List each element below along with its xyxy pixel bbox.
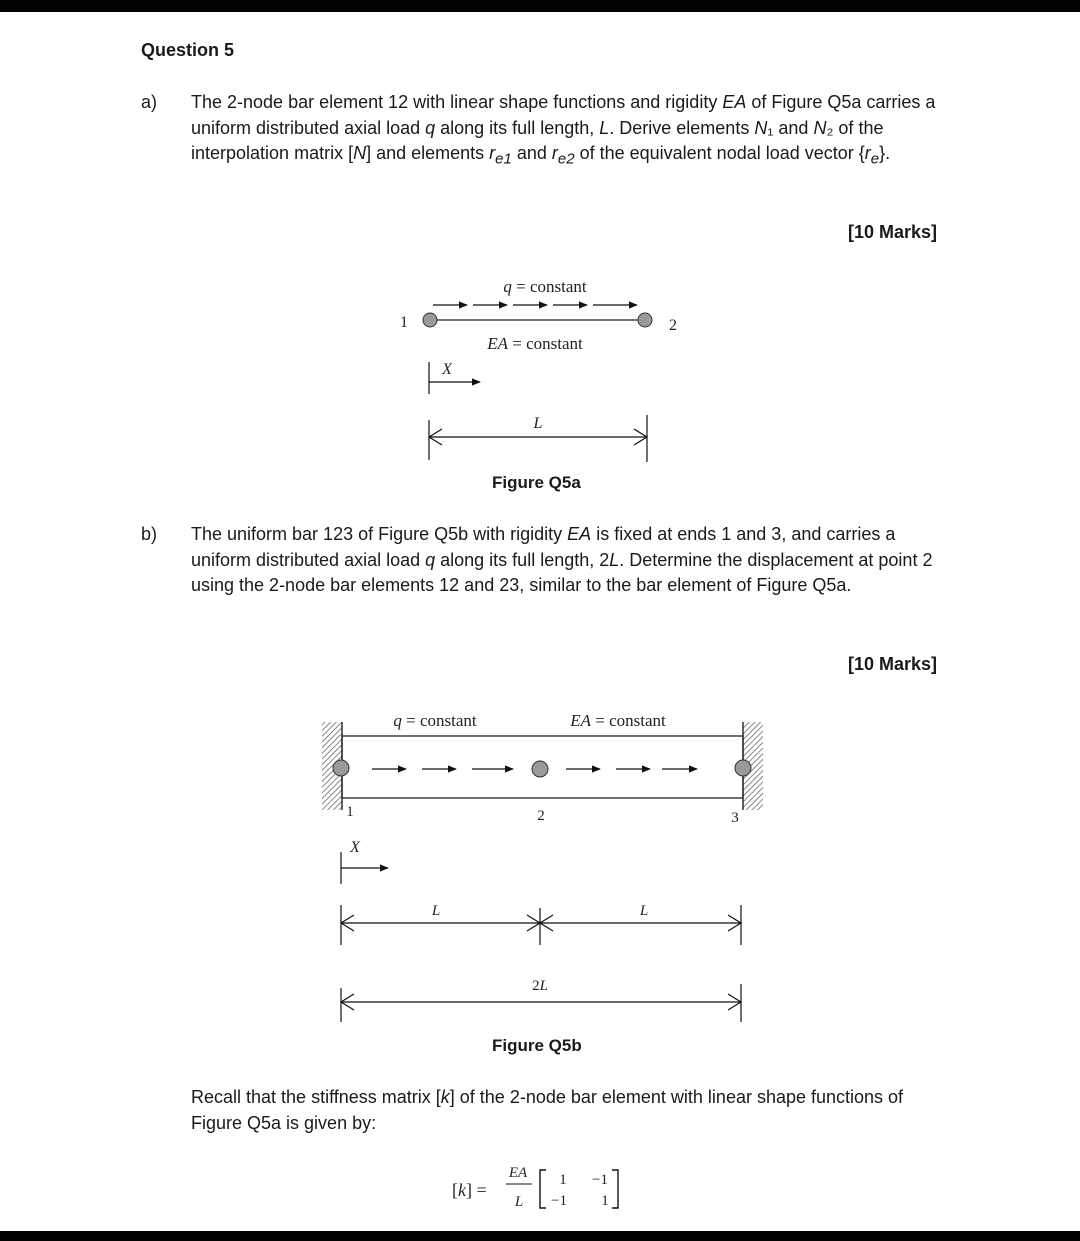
- recall-text: Recall that the stiffness matrix [k] of the 2-node bar element with linear shape functions of Figure Q5a is given by:: [191, 1087, 904, 1133]
- matrix-cell-22: 1: [601, 1193, 609, 1209]
- fig-b-length-total-label: 2L: [532, 978, 548, 994]
- matrix-cell-21: −1: [551, 1193, 567, 1209]
- top-frame-bar: [0, 0, 1080, 12]
- fig-b-length-left-label: L: [431, 903, 441, 919]
- figure-q5b-caption: Figure Q5b: [492, 1036, 582, 1055]
- part-a-text: The 2-node bar element 12 with linear shape functions and rigidity EA of Figure Q5a carries a uniform distributed axial load q along its full length, L. Derive elements N₁ and N₂ of the interpolation matrix [N] and elements $r_{e1}$ and $r_{e2}$ of the equivalent nodal load vector $\{r_e\}$.: [191, 92, 936, 168]
- matrix-cell-11: 1: [559, 1172, 567, 1188]
- fig-a-load-label: q = constant: [503, 277, 587, 296]
- fig-b-node-2-label: 2: [537, 808, 545, 824]
- stiffness-matrix-equation: [440, 1156, 670, 1220]
- fig-b-load-label: q = constant: [393, 711, 477, 730]
- fig-b-node-2: [532, 761, 548, 777]
- bottom-frame-bar: [0, 1231, 1080, 1241]
- part-b-label: b): [141, 524, 158, 544]
- fig-a-length-label: L: [533, 415, 543, 432]
- matrix-bracket-right: [612, 1170, 618, 1208]
- fig-b-node-3-label: 3: [731, 810, 739, 826]
- part-a-label: a): [141, 92, 158, 112]
- part-a-marks: [10 Marks]: [847, 222, 937, 242]
- fig-a-node-1-label: 1: [400, 314, 408, 331]
- fig-b-node-3: [735, 760, 751, 776]
- matrix-fraction-numerator: EA: [508, 1165, 528, 1181]
- fig-a-node-2: [638, 313, 652, 327]
- figure-q5b: [0, 700, 1080, 1030]
- part-b-marks: [10 Marks]: [847, 654, 937, 674]
- matrix-fraction-denominator: L: [514, 1194, 524, 1210]
- fig-b-node-1-label: 1: [346, 804, 354, 820]
- question-title: Question 5: [141, 40, 235, 60]
- fig-a-x-label: X: [442, 361, 452, 378]
- fig-a-rigidity-label: EA = constant: [487, 334, 583, 353]
- part-b-text: The uniform bar 123 of Figure Q5b with rigidity EA is fixed at ends 1 and 3, and carries a uniform distributed axial load q along its full length, 2L. Determine the displacement at point 2 using the 2-node bar elements 12 and 23, similar to the bar element of Figure Q5a.: [191, 524, 933, 595]
- fig-a-node-2-label: 2: [669, 317, 677, 334]
- fig-b-length-right-label: L: [639, 903, 649, 919]
- figure-q5a: [0, 268, 1080, 468]
- fig-b-rigidity-label: EA = constant: [570, 711, 666, 730]
- matrix-bracket-left: [540, 1170, 546, 1208]
- figure-q5a-caption: Figure Q5a: [492, 473, 581, 492]
- fig-b-x-label: X: [350, 839, 360, 856]
- fig-b-node-1: [333, 760, 349, 776]
- matrix-cell-12: −1: [592, 1172, 608, 1188]
- fig-a-node-1: [423, 313, 437, 327]
- matrix-lhs: [k] =: [452, 1180, 487, 1200]
